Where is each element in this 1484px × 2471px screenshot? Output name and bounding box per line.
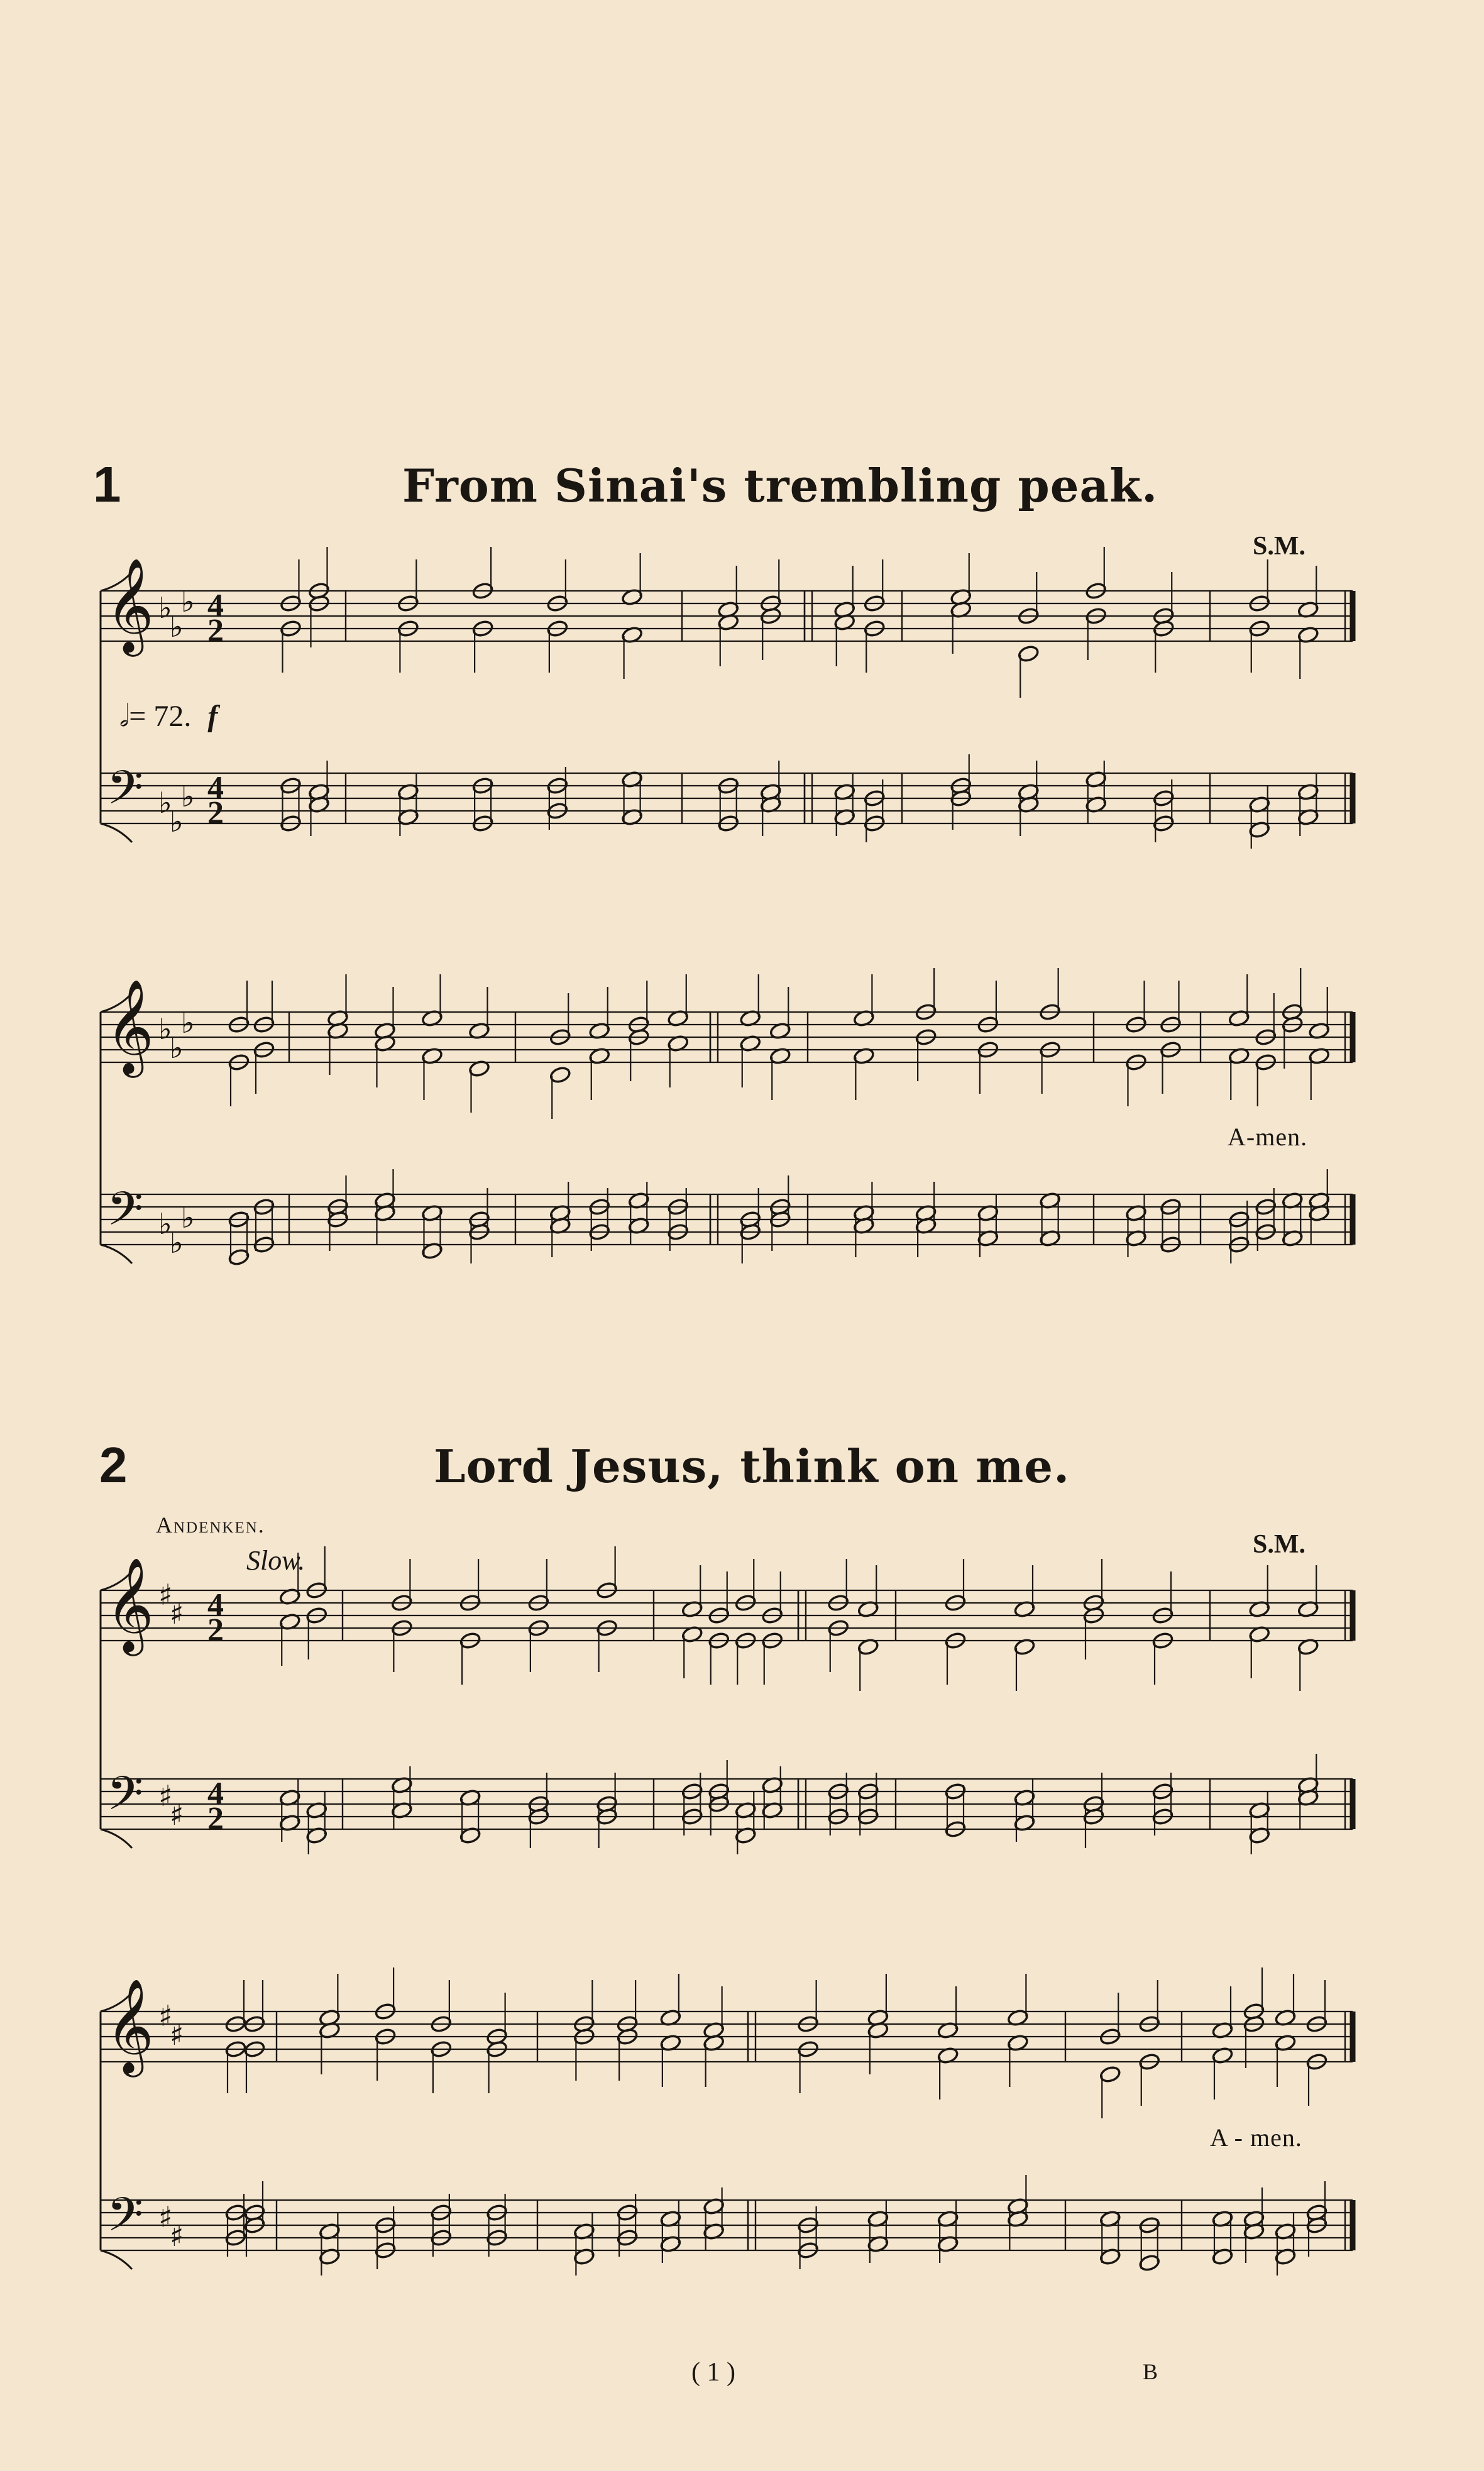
hymn-2-tune-name: Andenken. xyxy=(156,1512,265,1538)
hymn1-system2-treble-key: ♭ xyxy=(158,1012,172,1046)
hymn1-system2-bass-clef: 𝄢 xyxy=(107,1182,143,1248)
hymn2-system2-treble-key: ♯ xyxy=(158,1999,173,2033)
hymn1-system1-treble-key: ♭ xyxy=(170,610,184,644)
hymn1-system2-treble-key: ♭ xyxy=(170,1031,184,1065)
hymn1-system1-bass-key: ♭ xyxy=(170,805,184,839)
hymn1-system2-bass-key: ♭ xyxy=(181,1201,195,1235)
hymn1-system1-treble-key: ♭ xyxy=(158,591,172,625)
hymn1-system1-bass-time-bottom: 2 xyxy=(207,795,224,831)
hymn2-system1-bass-key: ♯ xyxy=(170,1798,184,1832)
hymn1-system1-bass-clef: 𝄢 xyxy=(107,761,143,827)
hymn1-system1-treble-key: ♭ xyxy=(181,585,195,619)
hymn-1-title: From Sinai's trembling peak. xyxy=(402,459,1158,512)
hymn1-system1-treble-time-top: 4 xyxy=(207,588,224,624)
hymn2-system1-bass-clef: 𝄢 xyxy=(107,1766,143,1832)
hymn1-system2-treble-clef: 𝄞 xyxy=(106,978,154,1074)
hymn1-system1-bass-key: ♭ xyxy=(181,779,195,813)
page-number: ( 1 ) xyxy=(691,2358,735,2387)
hymn1-system1-bass-key: ♭ xyxy=(158,786,172,820)
hymn2-system1-treble-time-top: 4 xyxy=(207,1587,224,1623)
hymn2-system1-bass-time-top: 4 xyxy=(207,1776,224,1812)
hymn2-system2-bass-key: ♯ xyxy=(170,2219,184,2253)
hymn2-system2-treble-key: ♯ xyxy=(170,2018,184,2052)
hymn-1-number: 1 xyxy=(93,456,121,512)
hymn-2-amen: A - men. xyxy=(1210,2123,1302,2152)
hymn2-system2-treble-clef: 𝄞 xyxy=(106,1978,154,2073)
hymn-2-number: 2 xyxy=(99,1437,128,1493)
hymn1-system1-treble-clef: 𝄞 xyxy=(106,557,154,652)
hymn-2-tempo-word: Slow. xyxy=(246,1545,305,1576)
hymn2-system1-bass-key: ♯ xyxy=(158,1779,173,1813)
hymn-1-tempo-value: = 72. xyxy=(129,700,192,733)
hymn1-system1-treble-time-bottom: 2 xyxy=(207,613,224,649)
hymn2-system2-bass-clef: 𝄢 xyxy=(107,2188,143,2254)
hymn1-system2-bass-key: ♭ xyxy=(158,1207,172,1241)
hymn2-system1-treble-key: ♯ xyxy=(158,1578,173,1612)
hymn-1-dynamic: f xyxy=(207,700,218,733)
hymn2-system1-treble-key: ♯ xyxy=(170,1597,184,1631)
half-note-icon: 𝅗𝅥 xyxy=(119,700,129,733)
hymn2-system1-treble-time-bottom: 2 xyxy=(207,1612,224,1648)
hymn-1-amen: A-men. xyxy=(1228,1123,1308,1151)
hymn1-system1-bass-time-top: 4 xyxy=(207,770,224,806)
hymn-2-meter: S.M. xyxy=(1253,1530,1305,1559)
hymn2-system1-treble-clef: 𝄞 xyxy=(106,1556,154,1652)
hymn-2-title: Lord Jesus, think on me. xyxy=(434,1439,1070,1493)
hymn1-system2-treble-key: ♭ xyxy=(181,1006,195,1040)
hymn2-system1-bass-time-bottom: 2 xyxy=(207,1801,224,1837)
hymn1-system2-bass-key: ♭ xyxy=(170,1226,184,1260)
hymn-1-meter: S.M. xyxy=(1253,532,1305,561)
hymn2-system2-bass-key: ♯ xyxy=(158,2200,173,2234)
signature-mark: B xyxy=(1143,2359,1158,2384)
